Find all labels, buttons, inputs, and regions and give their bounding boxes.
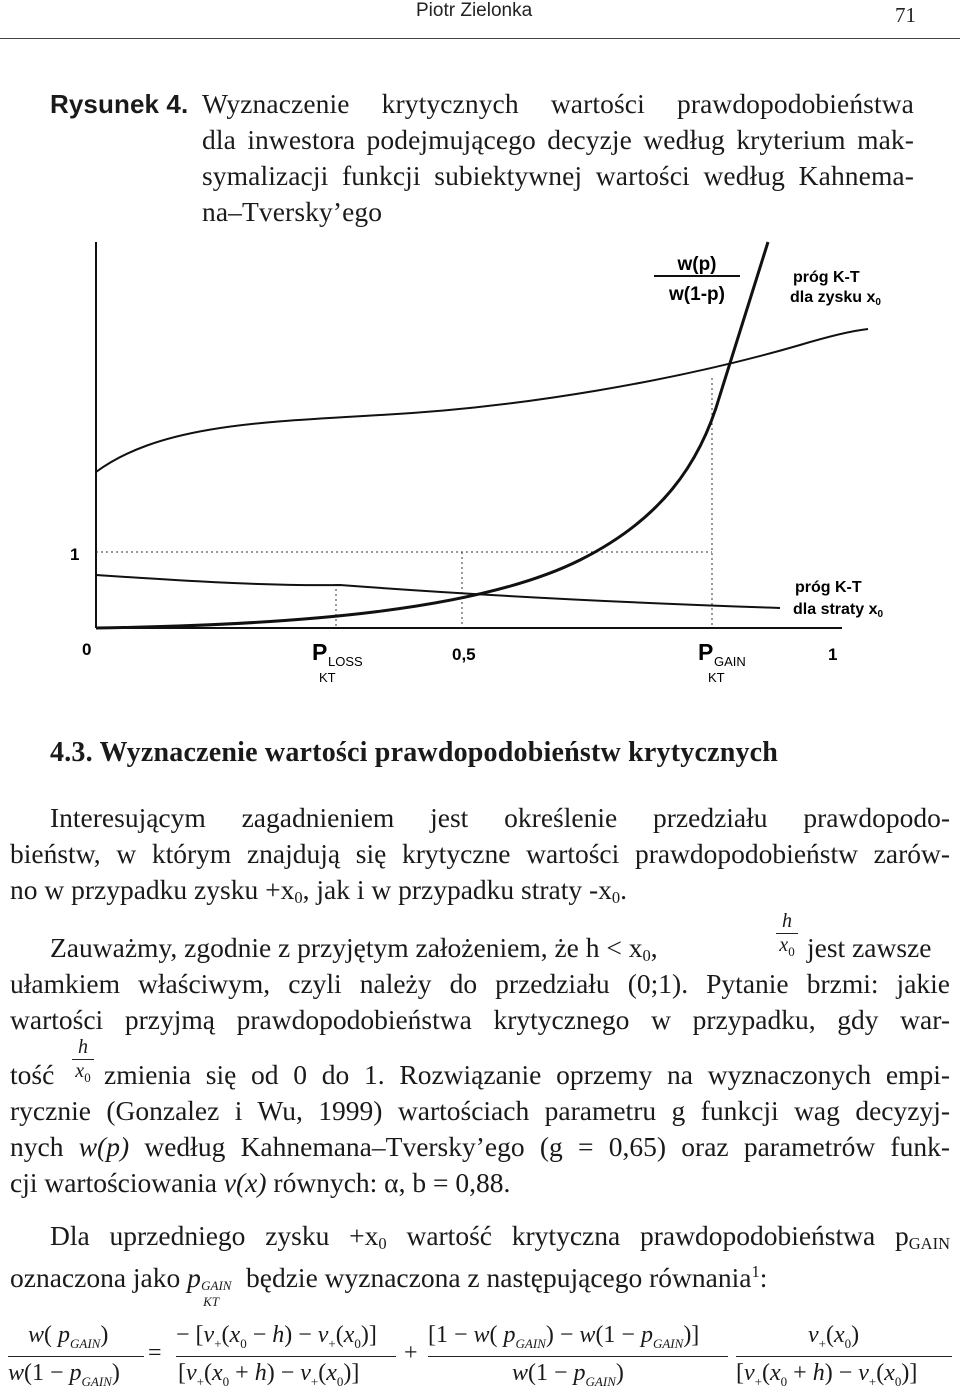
gain-threshold-curve xyxy=(96,329,868,472)
fraction-h-over-x0: $\frac{h}{x_0}$ xyxy=(776,910,798,960)
text-line: Interesującym zagadnieniem jest określenie przedziału prawdopodo- xyxy=(50,802,950,833)
caption-line: na–Tversky’ego xyxy=(202,196,383,227)
x-tick-0: 0 xyxy=(82,640,92,659)
eq-term3-bar xyxy=(736,1356,952,1357)
text-line: rycznie (Gonzalez i Wu, 1999) wartościach parametru g funkcji wag decyzyj- xyxy=(10,1095,950,1126)
p-gain-symbol: P xyxy=(698,639,714,665)
section-title: 4.3. Wyznaczenie wartości prawdopodobieństw krytycznych xyxy=(50,737,779,768)
ratio-curve xyxy=(96,242,768,628)
paragraph-1 xyxy=(10,800,950,916)
equation xyxy=(0,1322,960,1394)
text-line: nych w(p) według Kahnemana–Tversky’ego (g = 0,65) oraz parametrów funk- xyxy=(10,1131,950,1162)
eq-term2-numerator: [1 − w( $p_{GAIN}) - w(1 - p_{GAIN})$] xyxy=(428,1322,700,1351)
eq-term1-numerator: − $[v_+(x_0 - h) - v_+(x_0)]$ xyxy=(176,1322,377,1351)
eq-lhs-numerator: w( $p_{GAIN}$) xyxy=(28,1322,109,1351)
text-line: no w przypadku zysku $+x_0$, jak i w przypadku straty $-x_0$. xyxy=(10,874,628,907)
fraction-h-over-x0: $\frac{h}{x_0}$ xyxy=(72,1036,94,1086)
header-rule xyxy=(0,38,960,39)
eq-term1-bar xyxy=(176,1356,396,1357)
p-gain-kt: KT xyxy=(708,670,725,685)
text-line: oznaczona jako p GAIN KT będzie wyznaczona z następującego równania$^1$: xyxy=(10,1262,768,1309)
p-loss-kt: KT xyxy=(319,670,336,685)
text-line: tość xyxy=(10,1059,55,1090)
text-line: ułamkiem właściwym, czyli należy do przedziału (0;1). Pytanie brzmi: jakie xyxy=(10,968,950,999)
figure-caption xyxy=(202,86,914,230)
page-number: 71 xyxy=(895,3,916,27)
running-head-author: Piotr Zielonka xyxy=(416,0,533,21)
text-line: cji wartościowania v(x) równych: α, b = 0,88. xyxy=(10,1167,511,1198)
p-loss-subscript: LOSS xyxy=(328,654,363,669)
eq-lhs-denominator: $w(1 - p_{GAIN})$ xyxy=(8,1360,120,1389)
eq-term3-denominator: $[v_+(x_0 + h) - v_+(x_0)]$ xyxy=(736,1360,918,1389)
text-line: bieństw, w którym znajdują się krytyczne wartości prawdopodobieństw zarów- xyxy=(10,838,950,869)
gain-label-line1: próg K-T xyxy=(793,269,860,286)
p-loss-symbol: P xyxy=(312,639,328,665)
eq-plus-sign: + xyxy=(404,1340,418,1366)
text-line: Dla uprzedniego zysku $+x_0$ wartość krytyczna prawdopodobieństwa $p_{GAIN}$ xyxy=(50,1220,950,1253)
x-tick-half: 0,5 xyxy=(452,645,476,664)
loss-label-line1: próg K-T xyxy=(795,579,862,596)
text-line: zmienia się od 0 do 1. Rozwiązanie oprzemy na wyznaczonych empi- xyxy=(104,1059,950,1090)
caption-line: symalizacji funkcji subiektywnej wartości według Kahnema- xyxy=(202,160,914,191)
x-tick-1: 1 xyxy=(828,645,838,664)
eq-equals-sign: = xyxy=(148,1340,162,1366)
gain-label-line2: dla zysku x0 xyxy=(790,289,881,308)
figure-label: Rysunek 4. xyxy=(50,89,189,119)
eq-term1-denominator: $[v_+(x_0 + h) - v_+(x_0)]$ xyxy=(178,1360,360,1389)
eq-term3-numerator: $v_+(x_0)$ xyxy=(808,1322,860,1351)
caption-line: dla inwestora podejmującego decyzje według kryterium mak- xyxy=(202,124,914,155)
paragraph-2-cont xyxy=(10,1093,950,1201)
figure-diagram xyxy=(0,230,960,720)
eq-term2-bar xyxy=(428,1356,728,1357)
text-line: wartości przyjmą prawdopodobieństwa krytycznego w przypadku, gdy war- xyxy=(10,1004,950,1035)
p-gain-subscript: GAIN xyxy=(714,654,746,669)
text-line: Zauważmy, zgodnie z przyjętym założeniem, że $h < x_0$, xyxy=(50,932,658,965)
eq-lhs-bar xyxy=(8,1356,144,1357)
y-tick-1: 1 xyxy=(70,545,80,564)
legend-denominator: w(1-p) xyxy=(669,284,725,305)
text-line: jest zawsze xyxy=(807,932,932,963)
paragraph-2 xyxy=(10,966,950,1038)
legend-numerator: w(p) xyxy=(677,254,717,275)
loss-label-line2: dla straty x0 xyxy=(793,601,884,620)
caption-line: Wyznaczenie krytycznych wartości prawdopodobieństwa xyxy=(202,88,914,119)
eq-term2-denominator: $w(1 - p_{GAIN})$ xyxy=(512,1360,624,1389)
